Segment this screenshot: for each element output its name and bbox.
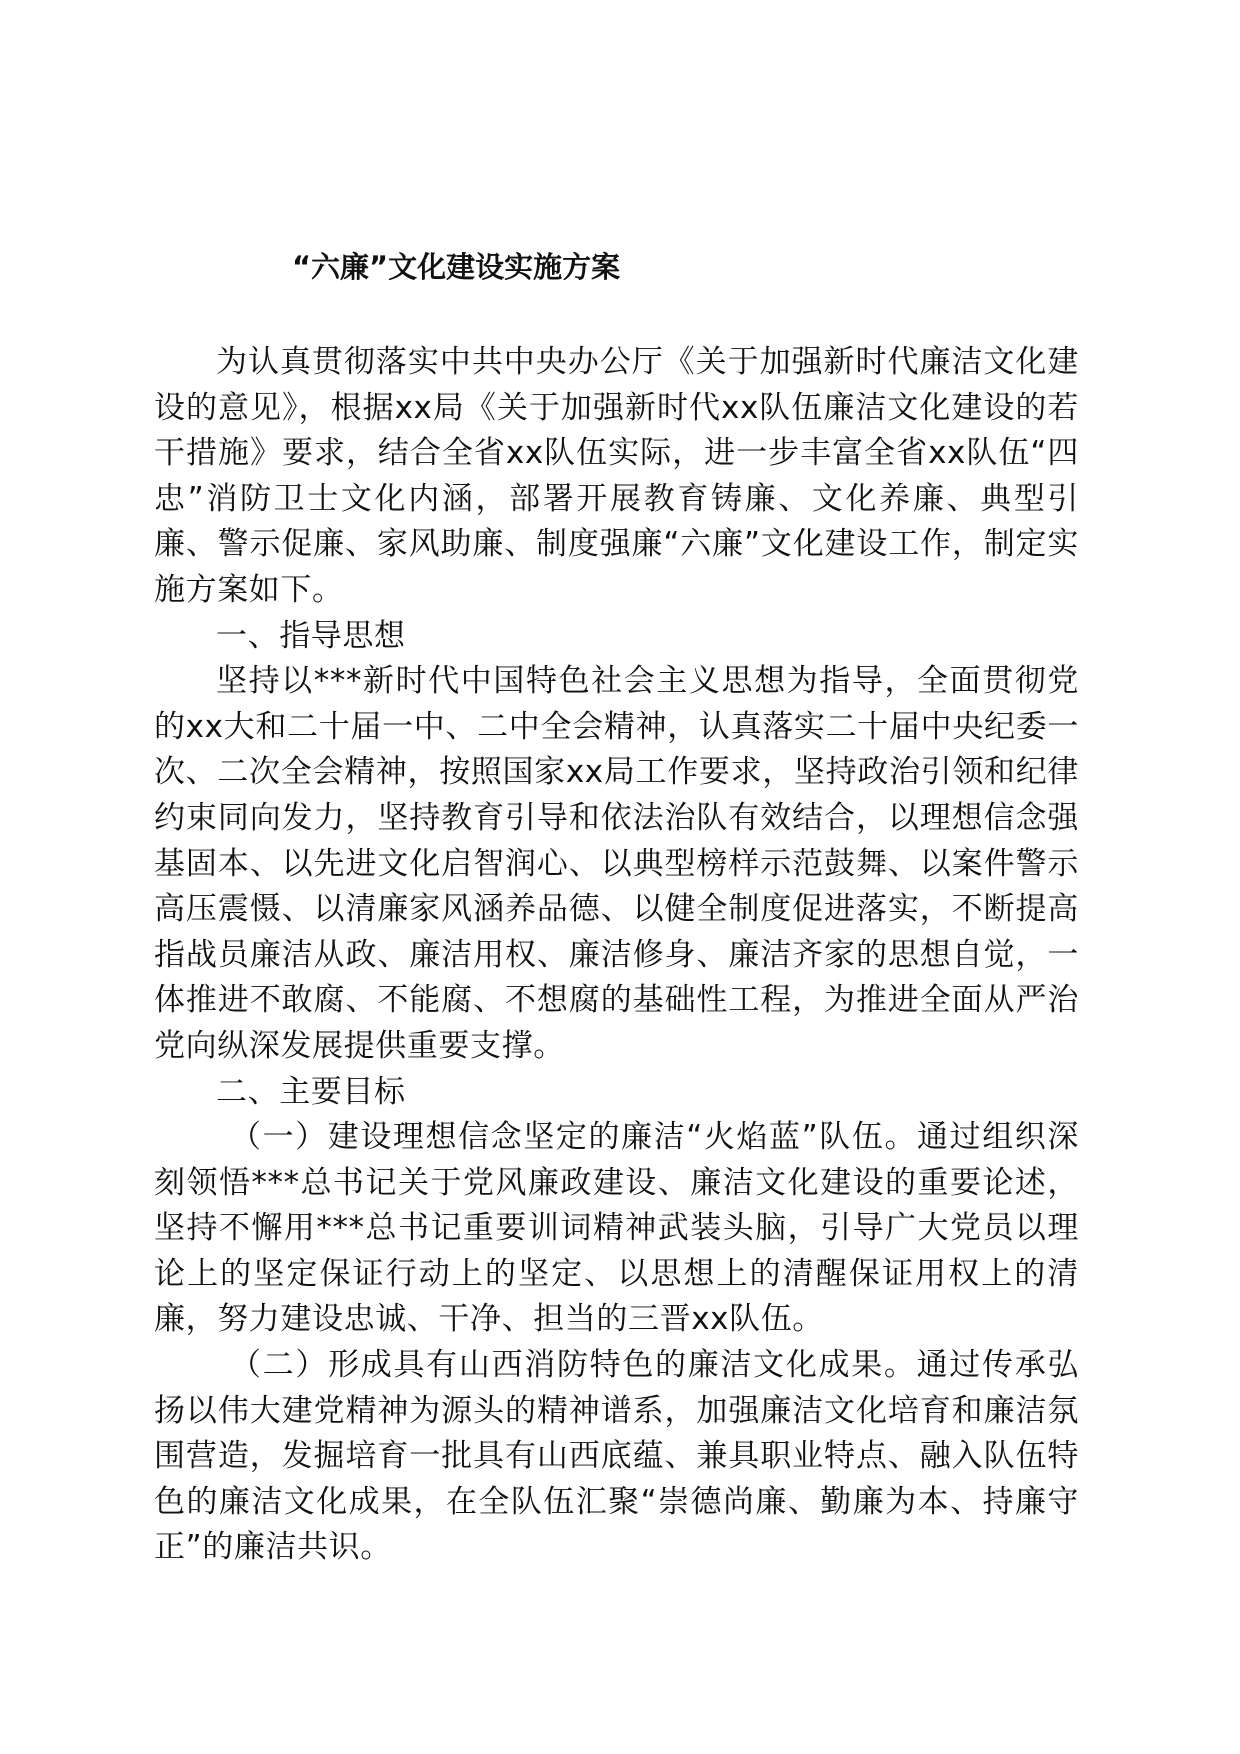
section-heading-guiding-ideology: 一、指导思想 — [216, 617, 406, 654]
section-heading-main-goals: 二、主要目标 — [216, 1073, 406, 1110]
intro-paragraph: 为认真贯彻落实中共中央办公厅《关于加强新时代廉洁文化建设的意见》，根据xx局《关于加强新时代xx队伍廉洁文化建设的若干措施》要求，结合全省xx队伍实际，进一步丰富全省xx队伍“四忠”消防卫士文化内涵，部署开展教育铸廉、文化养廉、典型引廉、警示促廉、家风助廉、制度强廉“六廉”文化建设工作，制定实施方案如下。 — [154, 344, 1079, 608]
document-title: “六廉”文化建设实施方案 — [292, 250, 621, 284]
guiding-ideology-paragraph: 坚持以***新时代中国特色社会主义思想为指导，全面贯彻党的xx大和二十届一中、二中全会精神，认真落实二十届中央纪委一次、二次全会精神，按照国家xx局工作要求，坚持政治引领和纪律约束同向发力，坚持教育引导和依法治队有效结合，以理想信念强基固本、以先进文化启智润心、以典型榜样示范鼓舞、以案件警示高压震慑、以清廉家风涵养品德、以健全制度促进落实，不断提高指战员廉洁从政、廉洁用权、廉洁修身、廉洁齐家的思想自觉，一体推进不敢腐、不能腐、不想腐的基础性工程，为推进全面从严治党向纵深发展提供重要支撑。 — [154, 663, 1079, 1064]
goal-one-paragraph: （一）建设理想信念坚定的廉洁“火焰蓝”队伍。通过组织深刻领悟***总书记关于党风廉政建设、廉洁文化建设的重要论述，坚持不懈用***总书记重要训词精神武装头脑，引导广大党员以理论上的坚定保证行动上的坚定、以思想上的清醒保证用权上的清廉，努力建设忠诚、干净、担当的三晋xx队伍。 — [154, 1119, 1079, 1338]
document-body — [154, 340, 1079, 1571]
goal-two-paragraph: （二）形成具有山西消防特色的廉洁文化成果。通过传承弘扬以伟大建党精神为源头的精神谱系，加强廉洁文化培育和廉洁氛围营造，发掘培育一批具有山西底蕴、兼具职业特点、融入队伍特色的廉洁文化成果，在全队伍汇聚“崇德尚廉、勤廉为本、持廉守正”的廉洁共识。 — [154, 1347, 1079, 1566]
